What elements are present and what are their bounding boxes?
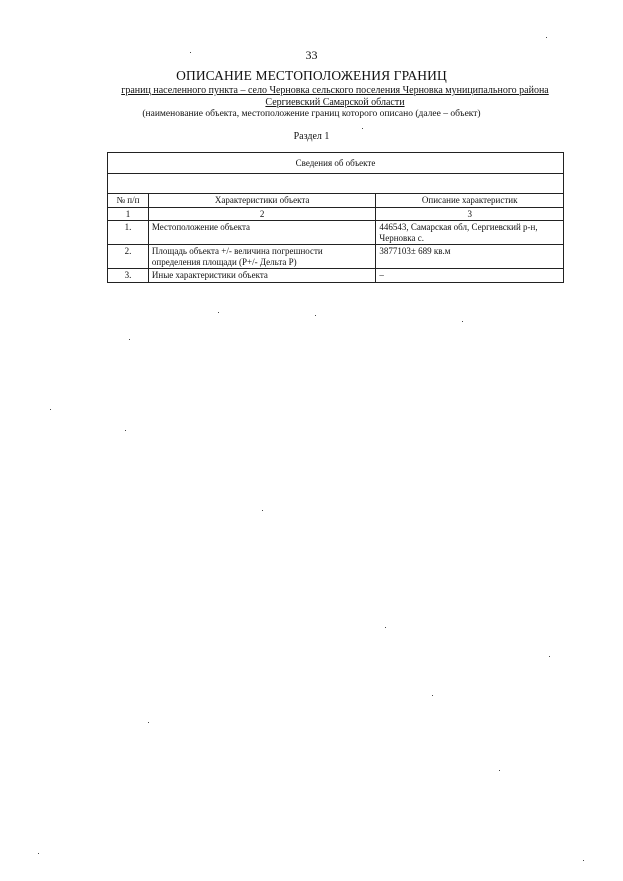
object-info-table bbox=[107, 152, 564, 283]
row-description: 3877103± 689 кв.м bbox=[376, 245, 564, 269]
colnum-3: 3 bbox=[376, 207, 564, 221]
table-caption-row bbox=[108, 153, 564, 174]
document-subtitle bbox=[110, 85, 560, 109]
header-characteristic: Характеристики объекта bbox=[148, 194, 375, 208]
table-row bbox=[108, 245, 564, 269]
row-num: 3. bbox=[108, 269, 149, 283]
header-description: Описание характеристик bbox=[376, 194, 564, 208]
row-characteristic: Местоположение объекта bbox=[148, 221, 375, 245]
table-blank-row bbox=[108, 174, 564, 194]
table-row bbox=[108, 269, 564, 283]
row-characteristic: Площадь объекта +/- величина погрешности определения площади (Р+/- Дельта Р) bbox=[148, 245, 375, 269]
colnum-1: 1 bbox=[108, 207, 149, 221]
header-num: № п/п bbox=[108, 194, 149, 208]
row-characteristic: Иные характеристики объекта bbox=[148, 269, 375, 283]
table-row bbox=[108, 221, 564, 245]
table-header-row bbox=[108, 194, 564, 208]
table-blank-cell bbox=[108, 174, 564, 194]
subtitle-line-1: границ населенного пункта – село Черновка сельского поселения Черновка муниципального района bbox=[121, 85, 549, 96]
row-num: 1. bbox=[108, 221, 149, 245]
object-note: (наименование объекта, местоположение границ которого описано (далее – объект) bbox=[142, 109, 481, 119]
subtitle-line-2: Сергиевский Самарской области bbox=[265, 97, 405, 108]
page-number: 33 bbox=[305, 48, 318, 62]
table-caption: Сведения об объекте bbox=[108, 153, 564, 174]
row-num: 2. bbox=[108, 245, 149, 269]
colnum-2: 2 bbox=[148, 207, 375, 221]
row-description: – bbox=[376, 269, 564, 283]
section-label: Раздел 1 bbox=[293, 131, 330, 142]
table-colnum-row bbox=[108, 207, 564, 221]
document-title: ОПИСАНИЕ МЕСТОПОЛОЖЕНИЯ ГРАНИЦ bbox=[176, 68, 447, 83]
row-description: 446543, Самарская обл, Сергиевский р-н, Черновка с. bbox=[376, 221, 564, 245]
